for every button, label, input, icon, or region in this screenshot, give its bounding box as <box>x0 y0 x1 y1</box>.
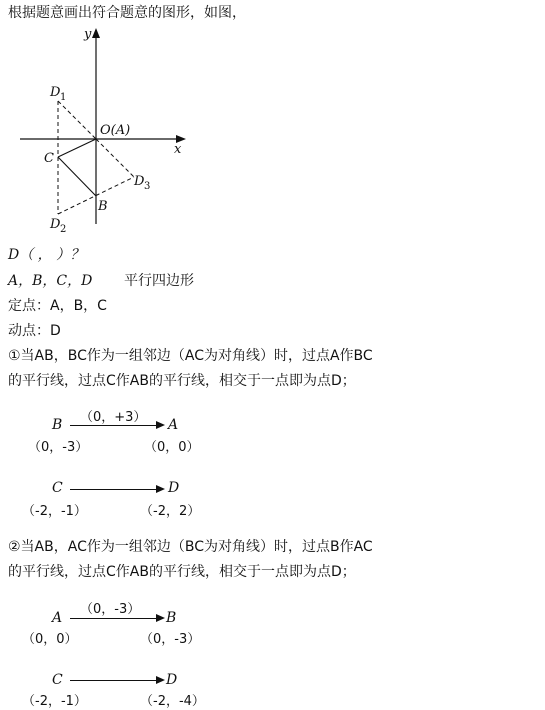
case1-r1-to: A <box>168 417 179 433</box>
case1-r2-arrow-line <box>70 489 156 490</box>
case2-r1-from-coord: （0，0） <box>22 632 78 647</box>
case1-r1-arrow-head <box>156 421 165 429</box>
case1-r2-to-coord: （-2，2） <box>140 504 201 519</box>
case1-r1-to-coord: （0，0） <box>144 440 200 455</box>
moving-point: 动点：D <box>8 323 61 339</box>
fixed-points: 定点：A，B，C <box>8 298 107 314</box>
parallelogram-text: 平行四边形 <box>124 273 194 289</box>
case1-text-line1: ①当AB，BC作为一组邻边（AC为对角线）时，过点A作BC <box>8 348 373 364</box>
case1-r1-from-coord: （0，-3） <box>28 440 89 455</box>
case1-r2-from-coord: （-2，-1） <box>22 504 87 519</box>
case2-r2-from-coord: （-2，-1） <box>22 694 87 709</box>
points-list: A，B，C，D <box>8 273 93 289</box>
x-axis-label: x <box>174 142 182 157</box>
segment-cb <box>58 157 96 196</box>
case2-r1-shift: （0，-3） <box>80 602 141 617</box>
d2-sub: 2 <box>60 224 67 235</box>
dashed-o-d3 <box>96 139 134 177</box>
case2-r1-to-coord: （0，-3） <box>140 632 201 647</box>
d1-sub: 1 <box>60 92 67 103</box>
case1-r2-from: C <box>52 480 63 496</box>
case2-text-line1: ②当AB，AC作为一组邻边（BC为对角线）时，过点B作AC <box>8 539 373 555</box>
case2-r2-to: D <box>166 672 178 688</box>
d3-label: D <box>134 174 145 189</box>
case2-r1-to: B <box>166 610 177 626</box>
y-axis-arrow <box>92 28 100 38</box>
c-label: C <box>44 151 54 166</box>
case1-r2-to: D <box>168 480 180 496</box>
case1-text-line2: 的平行线，过点C作AB的平行线，相交于一点即为点D； <box>8 373 356 389</box>
y-axis-label: y <box>84 27 92 42</box>
b-label: B <box>98 199 108 214</box>
coordinate-figure <box>10 24 210 239</box>
case2-r1-arrow-head <box>156 614 165 622</box>
case1-r1-from: B <box>52 417 63 433</box>
case2-r2-arrow-line <box>70 680 156 681</box>
case1-r1-arrow-line <box>70 425 156 426</box>
case2-r2-from: C <box>52 672 63 688</box>
case2-r2-arrow-head <box>156 676 165 684</box>
dashed-d1-o <box>58 101 96 139</box>
case2-text-line2: 的平行线，过点C作AB的平行线，相交于一点即为点D； <box>8 564 356 580</box>
d2-label: D <box>50 217 61 232</box>
segment-oc <box>58 139 96 157</box>
intro-text: 根据题意画出符合题意的图形，如图， <box>8 5 246 21</box>
case2-r1-arrow-line <box>70 618 156 619</box>
case2-r1-from: A <box>52 610 63 626</box>
d-question: D（ ， ）？ <box>8 247 85 263</box>
case2-r2-to-coord: （-2，-4） <box>140 694 205 709</box>
d1-label: D <box>50 85 61 100</box>
case1-r1-shift: （0，+3） <box>80 410 147 425</box>
origin-label: O(A) <box>100 123 131 138</box>
case1-r2-arrow-head <box>156 485 165 493</box>
d3-sub: 3 <box>144 181 151 192</box>
